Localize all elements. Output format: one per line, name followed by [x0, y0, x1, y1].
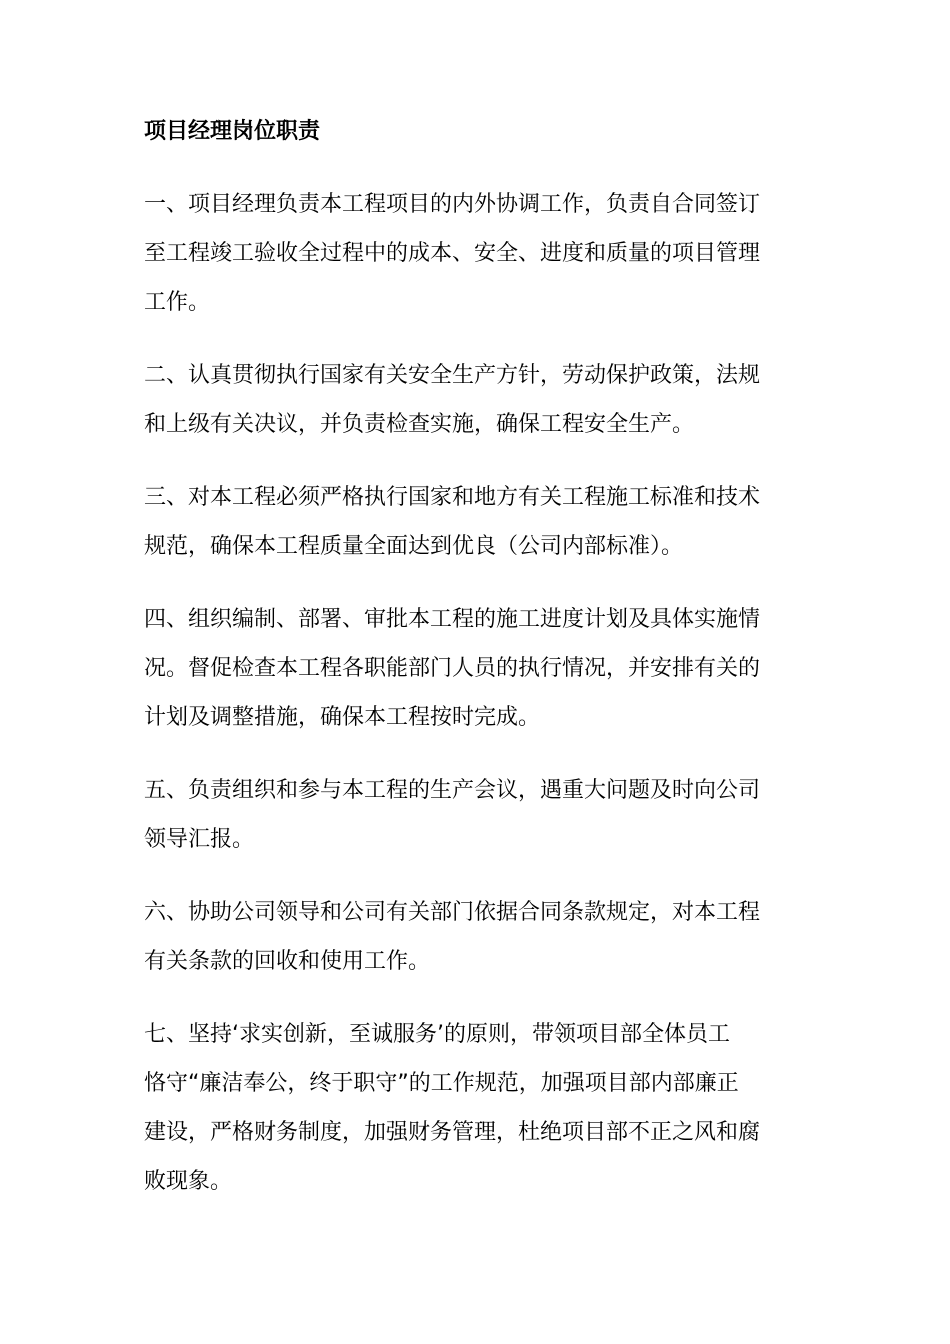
paragraph-line: 和上级有关决议，并负责检查实施，确保工程安全生产。	[144, 412, 695, 437]
paragraph-3	[144, 473, 806, 571]
paragraph-2	[144, 351, 806, 449]
paragraph-line: 六、协助公司领导和公司有关部门依据合同条款规定，对本工程	[144, 900, 761, 925]
paragraph-line: 七、坚持‘求实创新，至诚服务’的原则，带领项目部全体员工	[144, 1022, 730, 1047]
paragraph-line: 有关条款的回收和使用工作。	[144, 949, 431, 974]
paragraph-line: 建设，严格财务制度，加强财务管理，杜绝项目部不正之风和腐	[144, 1120, 761, 1145]
paragraph-line: 一、项目经理负责本工程项目的内外协调工作，负责自合同签订	[144, 192, 761, 217]
paragraph-line: 领导汇报。	[144, 827, 255, 852]
paragraph-line: 工作。	[144, 290, 211, 315]
paragraph-7	[144, 1010, 806, 1206]
paragraph-5	[144, 766, 806, 864]
paragraph-6	[144, 888, 806, 986]
paragraph-line: 规范，确保本工程质量全面达到优良（公司内部标准）。	[144, 534, 684, 559]
paragraph-line: 四、组织编制、部署、审批本工程的施工进度计划及具体实施情	[144, 607, 761, 632]
paragraph-line: 二、认真贯彻执行国家有关安全生产方针，劳动保护政策，法规	[144, 363, 761, 388]
paragraph-line: 况。督促检查本工程各职能部门人员的执行情况，并安排有关的	[144, 656, 761, 681]
paragraph-line: 至工程竣工验收全过程中的成本、安全、进度和质量的项目管理	[144, 241, 761, 266]
paragraph-4	[144, 595, 806, 742]
paragraph-line: 五、负责组织和参与本工程的生产会议，遇重大问题及时向公司	[144, 778, 761, 803]
paragraph-line: 计划及调整措施，确保本工程按时完成。	[144, 705, 541, 730]
paragraph-line: 三、对本工程必须严格执行国家和地方有关工程施工标准和技术	[144, 485, 761, 510]
paragraph-line: 败现象。	[144, 1169, 233, 1194]
paragraph-1	[144, 180, 806, 327]
page-title: 项目经理岗位职责	[144, 119, 321, 144]
paragraph-line: 恪守“廉洁奉公，终于职守”的工作规范，加强项目部内部廉正	[144, 1071, 739, 1096]
